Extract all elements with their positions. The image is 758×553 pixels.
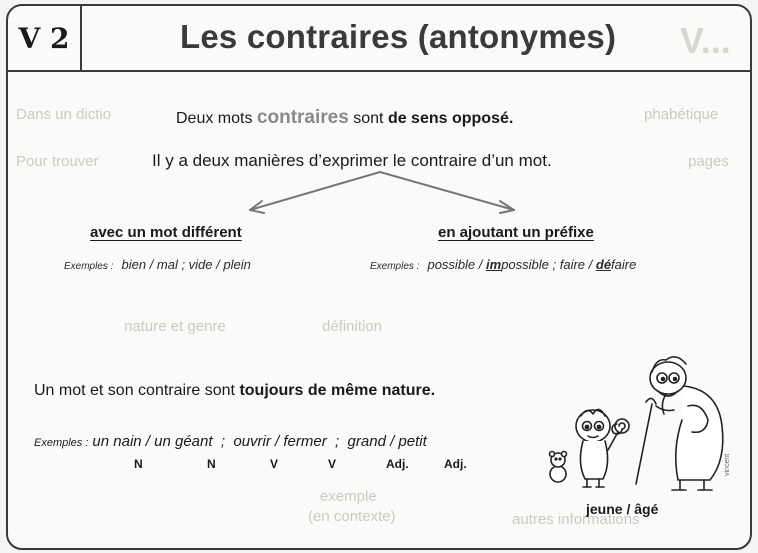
ghost-text-mid-1: nature et genre (124, 318, 226, 335)
nature-tag: V (270, 457, 279, 471)
teddy-bear-icon (550, 452, 567, 483)
example-b-prefix: dé (595, 257, 612, 272)
method-1-title: avec un mot différent (90, 224, 242, 241)
intro-line: Il y a deux manières d’exprimer le contraire d’un mot. (152, 151, 552, 170)
example-b-rest: faire (611, 257, 637, 272)
ghost-text-mid-2: définition (322, 318, 383, 335)
definition-part1: Deux mots (176, 110, 257, 127)
definition-bold-end: de sens opposé. (387, 110, 514, 127)
lesson-code: V 2 (8, 6, 82, 70)
nature-bold: toujours de même nature. (239, 382, 436, 399)
method-2-examples-label: Exemples : (370, 261, 420, 272)
example-a-word: possible (427, 257, 476, 272)
ghost-text-mid-4: (en contexte) (308, 508, 396, 525)
ghost-text-right-2: pages (688, 153, 729, 170)
ghost-text-left-1: Dans un dictio (16, 106, 112, 123)
left-arrow-line (250, 172, 380, 210)
old-man-figure-icon (636, 357, 723, 490)
nature-tag: N (207, 457, 216, 471)
method-1-examples-label: Exemples : (64, 261, 114, 272)
nature-tag: V (328, 457, 337, 471)
example-a-prefix: im (486, 257, 502, 272)
example-a-rest: possible (501, 257, 549, 272)
nature-part1: Un mot et son contraire sont (34, 382, 240, 399)
definition-part2: sont (348, 110, 388, 127)
ghost-text-mid-3: exemple (320, 488, 377, 505)
right-arrow-line (380, 172, 514, 210)
method-2-title: en ajoutant un préfixe (438, 224, 594, 241)
method-1-examples (64, 257, 251, 272)
method-1-examples-text: bien / mal ; vide / plein (121, 257, 251, 272)
young-old-illustration (538, 346, 738, 496)
nature-tag: Adj. (444, 457, 467, 471)
ghost-text-left-2: Pour trouver (16, 153, 99, 170)
nature-tag: N (134, 457, 143, 471)
definition-highlight: contraires (256, 107, 349, 128)
ghost-text-low-1: autres informations (512, 511, 640, 528)
example-b-word: faire (559, 257, 586, 272)
ghost-heading: V... (680, 20, 731, 61)
nature-examples-label: Exemples : (34, 437, 89, 449)
page-title: Les contraires (antonymes) (180, 18, 617, 55)
nature-tag: Adj. (386, 457, 409, 471)
ghost-text-right-1: phabétique (644, 106, 719, 123)
nature-examples-text: un nain / un géant ; ouvrir / fermer ; grand / petit (92, 433, 427, 450)
illustrator-credit: vincent (724, 453, 731, 476)
nature-examples (34, 433, 427, 450)
lesson-card (6, 4, 752, 550)
illustration-caption: jeune / âgé (586, 501, 659, 517)
child-figure-icon (576, 409, 629, 487)
method-2-examples: Exemples : possible / impossible ; faire / défaire (370, 257, 637, 272)
nature-rule (34, 382, 435, 400)
